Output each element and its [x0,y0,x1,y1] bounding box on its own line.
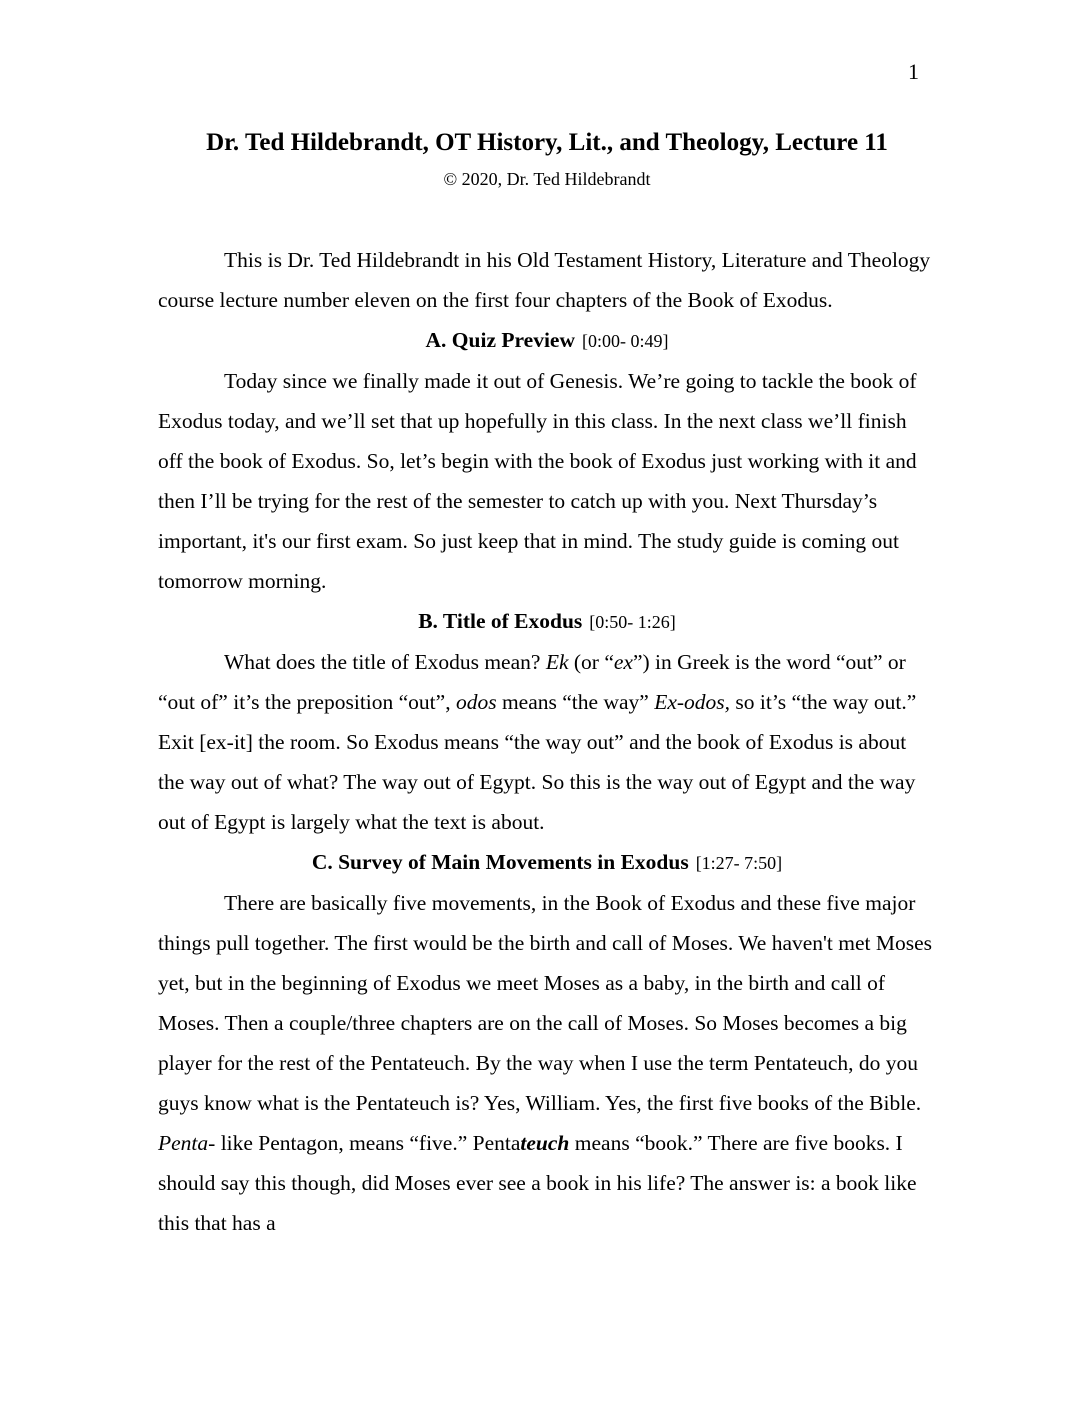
paragraph-survey-main-movements: There are basically five movements, in the Book of Exodus and these five major things pull together. The first would be the birth and call of Moses. We haven't met Moses yet, but in the beginning of Exodus we meet Moses as a baby, in the birth and call of Moses. Then a couple/three chapters are on the call of Moses. So Moses becomes a big player for the rest of the Pentateuch. By the way when I use the term Pentateuch, do you guys know what is the Pentateuch is? Yes, William. Yes, the first five books of the Bible. Penta- like Pentagon, means “five.” Pentateuch means “book.” There are five books. I should say this though, did Moses ever see a book in his life? The answer is: a book like this that has a [158,891,933,1235]
heading-timecode: [0:00- 0:49] [582,331,669,351]
heading-label: C. Survey of Main Movements in Exodus [311,850,689,874]
paragraph-title-of-exodus: What does the title of Exodus mean? Ek (or “ex”) in Greek is the word “out” or “out of” it’s the preposition “out”, odos means “the way” Ex-odos, so it’s “the way out.” Exit [ex-it] the room. So Exodus means “the way out” and the book of Exodus is about the way out of what? The way out of Egypt. So this is the way out of Egypt and the way out of Egypt is largely what the text is about. [158,650,917,834]
paragraph-quiz-preview: Today since we finally made it out of Genesis. We’re going to tackle the book of Exodus today, and we’ll set that up hopefully in this class. In the next class we’ll finish off the book of Exodus. So, let’s begin with the book of Exodus just working with it and then I’ll be trying for the rest of the semester to catch up with you. Next Thursday’s important, it's our first exam. So just keep that in mind. The study guide is coming out tomorrow morning. [158,369,917,593]
heading-survey-main-movements [158,842,936,883]
heading-quiz-preview [158,320,936,361]
page-number: 1 [908,59,919,84]
heading-timecode: [0:50- 1:26] [589,612,676,632]
document-title: Dr. Ted Hildebrandt, OT History, Lit., and Theology, Lecture 11 [206,129,888,156]
document-content [158,0,936,1243]
document-body [158,240,936,1243]
copyright-line: © 2020, Dr. Ted Hildebrandt [443,169,651,189]
heading-title-of-exodus [158,601,936,642]
paragraph-intro: This is Dr. Ted Hildebrandt in his Old Testament History, Literature and Theology course lecture number eleven on the first four chapters of the Book of Exodus. [158,248,931,312]
heading-label: B. Title of Exodus [418,609,583,633]
heading-timecode: [1:27- 7:50] [695,853,783,873]
heading-label: A. Quiz Preview [425,328,575,352]
